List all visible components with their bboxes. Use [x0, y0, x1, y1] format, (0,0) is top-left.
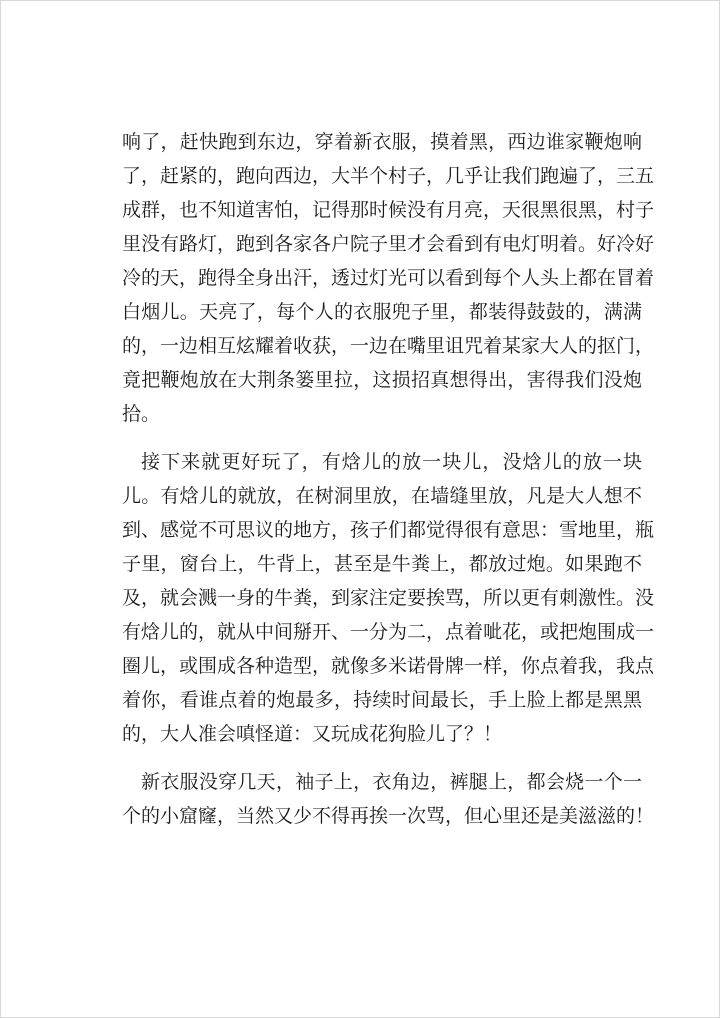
text-line: 新衣服没穿几天，袖子上，衣角边，裤腿上，都会烧一个一	[141, 771, 642, 793]
text-line: 拾。	[122, 403, 161, 425]
paragraph-spacer	[122, 431, 642, 445]
text-line: 白烟儿。天亮了，每个人的衣服兜子里，都装得鼓鼓的，满满	[122, 301, 642, 323]
text-line: 成群，也不知道害怕，记得那时候没有月亮，天很黑很黑，村子	[122, 199, 655, 221]
text-line: 响了，赶快跑到东边，穿着新衣服，摸着黑，西边谁家鞭炮响	[122, 131, 642, 153]
text-line: 接下来就更好玩了，有焓儿的放一块儿，没焓儿的放一块	[141, 451, 642, 473]
paragraph-1	[122, 125, 655, 431]
text-line: 圈儿，或围成各种造型，就像多米诺骨牌一样，你点着我，我点	[122, 655, 655, 677]
text-line: 冷的天，跑得全身出汗，透过灯光可以看到每个人头上都在冒着	[122, 267, 655, 289]
text-line: 儿。有焓儿的就放，在树洞里放，在墙缝里放，凡是大人想不	[122, 485, 642, 507]
text-line: 个的小窟窿，当然又少不得再挨一次骂，但心里还是美滋滋的！	[122, 805, 655, 827]
document-body	[122, 125, 655, 833]
text-line: 的，一边相互炫耀着收获，一边在嘴里诅咒着某家大人的抠门，	[122, 335, 655, 357]
paragraph-spacer	[122, 751, 642, 765]
text-line: 里没有路灯，跑到各家各户院子里才会看到有电灯明着。好冷好	[122, 233, 655, 255]
text-line: 着你，看谁点着的炮最多，持续时间最长，手上脸上都是黑黑	[122, 689, 642, 711]
paragraph-2	[122, 445, 655, 751]
text-line: 到、感觉不可思议的地方，孩子们都觉得很有意思：雪地里，瓶	[122, 519, 655, 541]
text-line: 有焓儿的，就从中间掰开、一分为二，点着呲花，或把炮围成一	[122, 621, 655, 643]
text-line: 子里，窗台上，牛背上，甚至是牛粪上，都放过炮。如果跑不	[122, 553, 642, 575]
text-line: 竟把鞭炮放在大荆条篓里拉，这损招真想得出，害得我们没炮	[122, 369, 642, 391]
paragraph-3	[122, 765, 655, 833]
text-line: 了，赶紧的，跑向西边，大半个村子，几乎让我们跑遍了，三五	[122, 165, 655, 187]
text-line: 的，大人准会嗔怪道：又玩成花狗脸儿了？！	[122, 723, 503, 745]
text-line: 及，就会溅一身的牛粪，到家注定要挨骂，所以更有刺激性。没	[122, 587, 655, 609]
